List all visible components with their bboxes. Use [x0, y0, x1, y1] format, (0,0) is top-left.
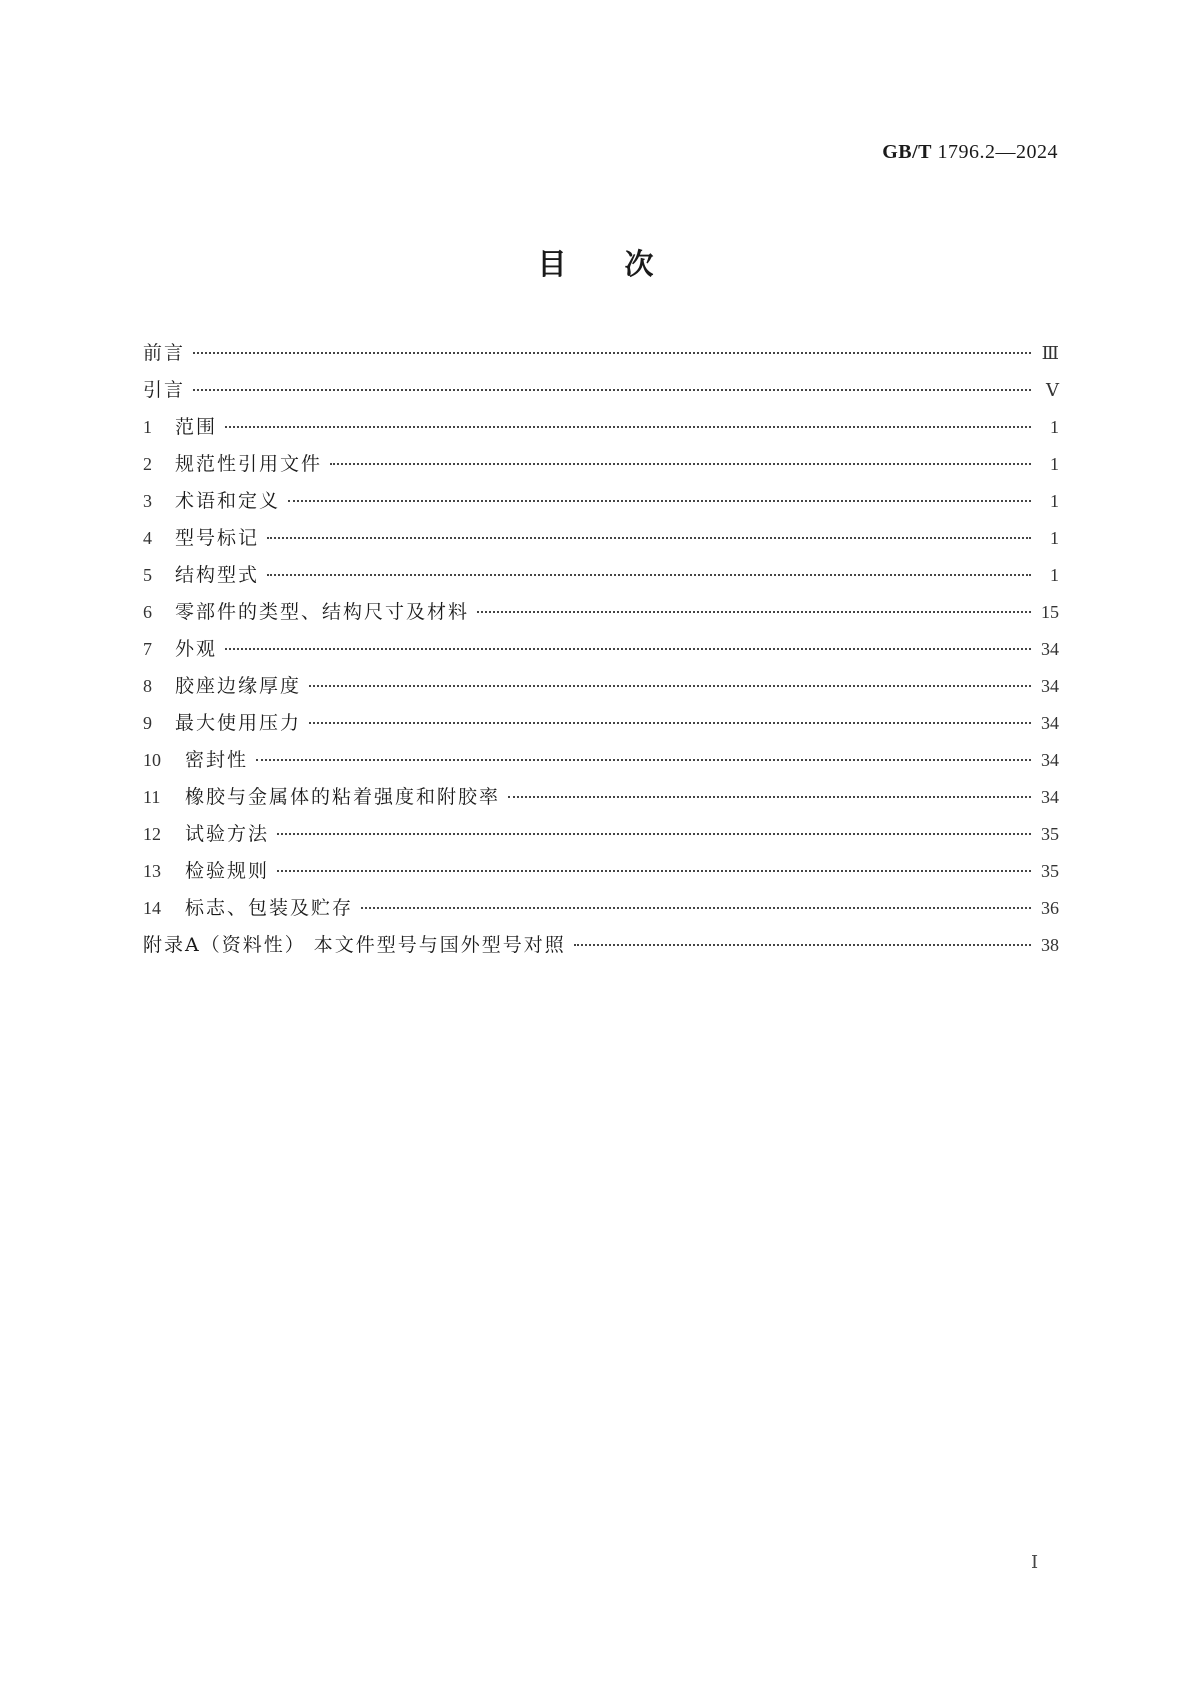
toc-entry[interactable]: [143, 708, 1059, 745]
toc-entry[interactable]: [143, 597, 1059, 634]
toc-leader-dots: [361, 907, 1031, 909]
toc-entry-number: 5: [143, 565, 152, 585]
toc-entry-page: 34: [1041, 713, 1059, 733]
standard-code: 1796.2—2024: [937, 141, 1058, 163]
toc-leader-dots: [330, 463, 1031, 465]
toc-entry-label: 密封性: [185, 749, 249, 771]
toc-entry-number: 3: [143, 491, 152, 511]
toc-entry-number: 7: [143, 639, 152, 659]
toc-entry-page: 1: [1050, 528, 1059, 548]
toc-entry-number: 13: [143, 861, 161, 881]
toc-entry-page: 36: [1041, 898, 1059, 918]
toc-entry[interactable]: [143, 449, 1059, 486]
toc-leader-dots: [309, 685, 1031, 687]
page-number: Ⅰ: [1031, 1552, 1039, 1572]
toc-title: 目次: [537, 247, 712, 281]
toc-entry-page: 34: [1041, 750, 1059, 770]
toc-entry[interactable]: [143, 338, 1059, 375]
toc-entry-page: 1: [1050, 417, 1059, 437]
toc-entry[interactable]: [143, 634, 1059, 671]
toc-entry-number: 11: [143, 787, 161, 807]
toc-entry-label: 试验方法: [185, 823, 270, 845]
toc-entry-label: 规范性引用文件: [175, 453, 323, 475]
toc-entry-page: 34: [1041, 639, 1059, 659]
toc-leader-dots: [508, 796, 1031, 798]
toc-leader-dots: [574, 944, 1031, 946]
toc-entry[interactable]: [143, 486, 1059, 523]
toc-entry-page: 38: [1041, 935, 1059, 955]
toc-entry-label: 术语和定义: [175, 490, 281, 512]
toc-entry[interactable]: [143, 819, 1059, 856]
toc-entry-label: 胶座边缘厚度: [175, 675, 302, 697]
toc-entry[interactable]: [143, 412, 1059, 449]
toc-entry-page: 35: [1041, 824, 1059, 844]
toc-entry-label: 外观: [175, 638, 218, 660]
toc-entry-label: 范围: [175, 416, 218, 438]
toc-leader-dots: [477, 611, 1031, 613]
toc-leader-dots: [309, 722, 1031, 724]
toc-entry-page: 1: [1050, 491, 1059, 511]
toc-entry-number: 8: [143, 676, 152, 696]
toc-entry-label: 前言: [143, 342, 186, 364]
toc-entry-number: 6: [143, 602, 152, 622]
toc-entry-page: 34: [1041, 787, 1059, 807]
toc-entry-label: 标志、包装及贮存: [185, 897, 354, 919]
toc-entry-page: Ⅴ: [1046, 380, 1059, 400]
toc-entry-label: 附录A（资料性） 本文件型号与国外型号对照: [143, 934, 566, 956]
toc-entry-label: 型号标记: [175, 527, 260, 549]
toc-entry-page: Ⅲ: [1041, 343, 1059, 363]
toc-leader-dots: [256, 759, 1031, 761]
toc-leader-dots: [267, 574, 1031, 576]
toc-leader-dots: [267, 537, 1031, 539]
toc-entry[interactable]: [143, 782, 1059, 819]
toc-entry-number: 2: [143, 454, 152, 474]
toc-entry[interactable]: [143, 893, 1059, 930]
toc-entry[interactable]: [143, 856, 1059, 893]
toc-entry-page: 1: [1050, 454, 1059, 474]
toc-leader-dots: [288, 500, 1031, 502]
toc-entry-number: 14: [143, 898, 161, 918]
toc-entry-label: 最大使用压力: [175, 712, 302, 734]
toc-entry[interactable]: [143, 560, 1059, 597]
toc-leader-dots: [225, 426, 1031, 428]
standard-prefix: GB/T: [882, 141, 932, 163]
toc-leader-dots: [193, 389, 1031, 391]
toc-entry-page: 15: [1041, 602, 1059, 622]
toc-entry-label: 引言: [143, 379, 186, 401]
toc-leader-dots: [277, 833, 1031, 835]
toc-entry[interactable]: [143, 930, 1059, 967]
toc-entry-label: 零部件的类型、结构尺寸及材料: [175, 601, 470, 623]
toc-entry-label: 检验规则: [185, 860, 270, 882]
toc-entry-page: 35: [1041, 861, 1059, 881]
toc-entry-number: 10: [143, 750, 161, 770]
table-of-contents: [143, 338, 1059, 967]
toc-entry-number: 4: [143, 528, 152, 548]
toc-entry-label: 结构型式: [175, 564, 260, 586]
toc-entry[interactable]: [143, 671, 1059, 708]
toc-entry-number: 12: [143, 824, 161, 844]
toc-leader-dots: [225, 648, 1031, 650]
toc-entry[interactable]: [143, 375, 1059, 412]
toc-leader-dots: [193, 352, 1031, 354]
toc-entry-page: 1: [1050, 565, 1059, 585]
toc-entry-page: 34: [1041, 676, 1059, 696]
toc-entry-number: 1: [143, 417, 152, 437]
toc-entry-number: 9: [143, 713, 152, 733]
toc-entry[interactable]: [143, 523, 1059, 560]
standard-number: [882, 141, 1058, 164]
toc-leader-dots: [277, 870, 1031, 872]
toc-entry[interactable]: [143, 745, 1059, 782]
toc-entry-label: 橡胶与金属体的粘着强度和附胶率: [185, 786, 501, 808]
